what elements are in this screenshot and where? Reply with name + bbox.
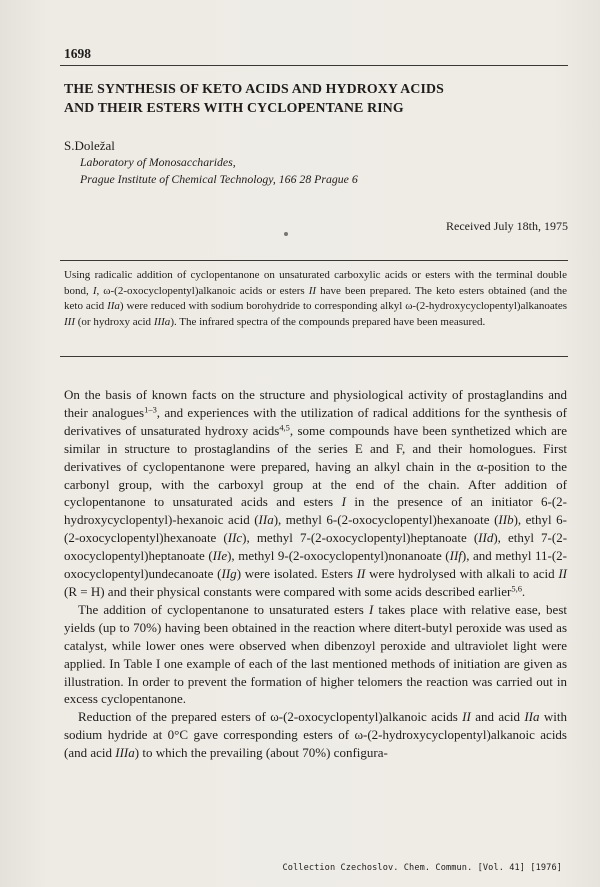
abstract-text: have been prepared. The keto esters obtained (and the keto acid bbox=[64, 284, 568, 313]
affiliation-line-2: Prague Institute of Chemical Technology, 166 28 Prague 6 bbox=[80, 171, 358, 186]
compound-label: IIa bbox=[524, 709, 540, 725]
compound-label: IId bbox=[478, 530, 494, 546]
compound-label: III bbox=[64, 315, 75, 328]
paragraph-text: ), methyl 6-(2-oxocyclopentyl)hexanoate ( bbox=[273, 512, 499, 528]
compound-label: IIa bbox=[258, 512, 274, 528]
paragraph-text: On the basis of known facts on the structure and physiological activity of prostaglandins and their analogues bbox=[64, 387, 567, 420]
paragraph-text: and acid bbox=[470, 709, 525, 725]
compound-label: II bbox=[558, 566, 568, 582]
compound-label: I bbox=[368, 601, 374, 617]
paragraph-text: ), ethyl 6-(2-oxocyclopentyl)hexanoate ( bbox=[64, 512, 567, 546]
journal-footer: Collection Czechoslov. Chem. Commun. [Vol. 41] [1976] bbox=[282, 863, 562, 873]
compound-label: IIf bbox=[449, 548, 462, 564]
header-rule bbox=[60, 65, 568, 66]
paragraph-text: (R = H) and their physical constants were compared with some acids described earlier bbox=[64, 583, 512, 599]
abstract-text: Using radicalic addition of cyclopentanone on unsaturated carboxylic acids or esters with the terminal double bond, bbox=[64, 269, 567, 297]
paragraph-text: , some compounds have been synthetized which are similar in structure to prostaglandins of the series E and F, and their homologues. First derivatives of cyclopentanone were prepared, having an alkyl chain in the α-position to the carbonyl group, with the carboxyl group at the end of the chain. After addition of cyclopentanone to unsaturated acids and esters bbox=[64, 422, 568, 510]
compound-label: I bbox=[341, 494, 346, 510]
paragraph-2 bbox=[64, 601, 567, 708]
paragraph-text: ), ethyl 7-(2-oxocyclopentyl)heptanoate ( bbox=[64, 530, 568, 564]
paragraph-text: with sodium hydride at 0°C gave corresponding esters of ω-(2-hydroxycyclopentyl)alkanoic acids (and acid bbox=[64, 709, 567, 761]
author-name: S.Doležal bbox=[64, 138, 115, 153]
paragraph-text: . bbox=[521, 583, 526, 599]
citation: 5,6 bbox=[511, 583, 522, 594]
abstract-text: ) were reduced with sodium borohydride to corresponding alkyl ω-(2-hydroxycyclopentyl)alkanoates bbox=[119, 300, 567, 313]
paragraph-text: in the presence of an initiator 6-(2-hydroxycyclopentyl)-hexanoic acid ( bbox=[64, 494, 567, 528]
paragraph-text: ), methyl 9-(2-oxocyclopentyl)nonanoate ( bbox=[227, 548, 450, 564]
citation: 4,5 bbox=[279, 422, 290, 433]
abstract-text: (or hydroxy acid bbox=[75, 315, 154, 328]
abstract bbox=[64, 268, 567, 330]
abstract-text: , ω-(2-oxocyclopentyl)alkanoic acids or esters bbox=[96, 284, 309, 297]
abstract-text: ). The infrared spectra of the compounds prepared have been measured. bbox=[170, 315, 486, 328]
paragraph-3 bbox=[64, 708, 567, 762]
affiliation-line-1: Laboratory of Monosaccharides, bbox=[80, 155, 236, 169]
paragraph-text: The addition of cyclopentanone to unsaturated esters bbox=[78, 601, 369, 617]
compound-label: IIg bbox=[221, 566, 237, 582]
compound-label: II bbox=[308, 284, 317, 297]
compound-label: IIb bbox=[498, 512, 514, 528]
abstract-bottom-rule bbox=[60, 356, 568, 357]
paragraph-text: were hydrolysed with alkali to acid bbox=[365, 566, 559, 582]
decorative-dot bbox=[284, 232, 288, 236]
paragraph-text: ) were isolated. Esters bbox=[236, 566, 357, 582]
paragraph-text: , and experiences with the utilization of radical additions for the synthesis of derivatives of unsaturated hydroxy acids bbox=[64, 404, 567, 438]
abstract-top-rule bbox=[60, 260, 568, 261]
compound-label: IIc bbox=[227, 530, 243, 546]
compound-label: IIe bbox=[212, 548, 228, 564]
article-title bbox=[64, 79, 564, 117]
title-line-1: THE SYNTHESIS OF KETO ACIDS AND HYDROXY ACIDS bbox=[64, 81, 444, 96]
page-number: 1698 bbox=[64, 46, 91, 61]
compound-label: IIIa bbox=[115, 745, 135, 761]
citation: 1–3 bbox=[144, 404, 157, 415]
paragraph-text: ), and methyl 11-(2-oxocyclopentyl)undecanoate ( bbox=[64, 548, 567, 582]
paragraph-text: Reduction of the prepared esters of ω-(2-oxocyclopentyl)alkanoic acids bbox=[78, 709, 463, 725]
compound-label: II bbox=[356, 566, 366, 582]
received-date: Received July 18th, 1975 bbox=[446, 219, 568, 233]
paragraph-text: takes place with relative ease, best yields (up to 70%) having been obtained in the reaction where ditert-butyl peroxide was used as catalyst, while lower ones were observed when dibenzoyl peroxide and ultraviolet light were applied. In Table I one example of each of the last mentioned methods of initiation are given as illustration. In order to prevent the formation of higher telomers the reaction was carried out in excess cyclopentanone. bbox=[64, 601, 567, 707]
body-text bbox=[64, 386, 567, 762]
title-line-2: AND THEIR ESTERS WITH CYCLOPENTANE RING bbox=[64, 100, 404, 115]
compound-label: IIa bbox=[107, 300, 120, 313]
compound-label: I bbox=[92, 284, 97, 297]
affiliation bbox=[80, 154, 358, 187]
compound-label: II bbox=[462, 709, 471, 725]
compound-label: IIIa bbox=[153, 315, 171, 328]
paragraph-text: ) to which the prevailing (about 70%) configura- bbox=[134, 745, 388, 761]
paragraph-text: ), methyl 7-(2-oxocyclopentyl)heptanoate ( bbox=[242, 530, 479, 546]
paragraph-1 bbox=[64, 386, 567, 601]
